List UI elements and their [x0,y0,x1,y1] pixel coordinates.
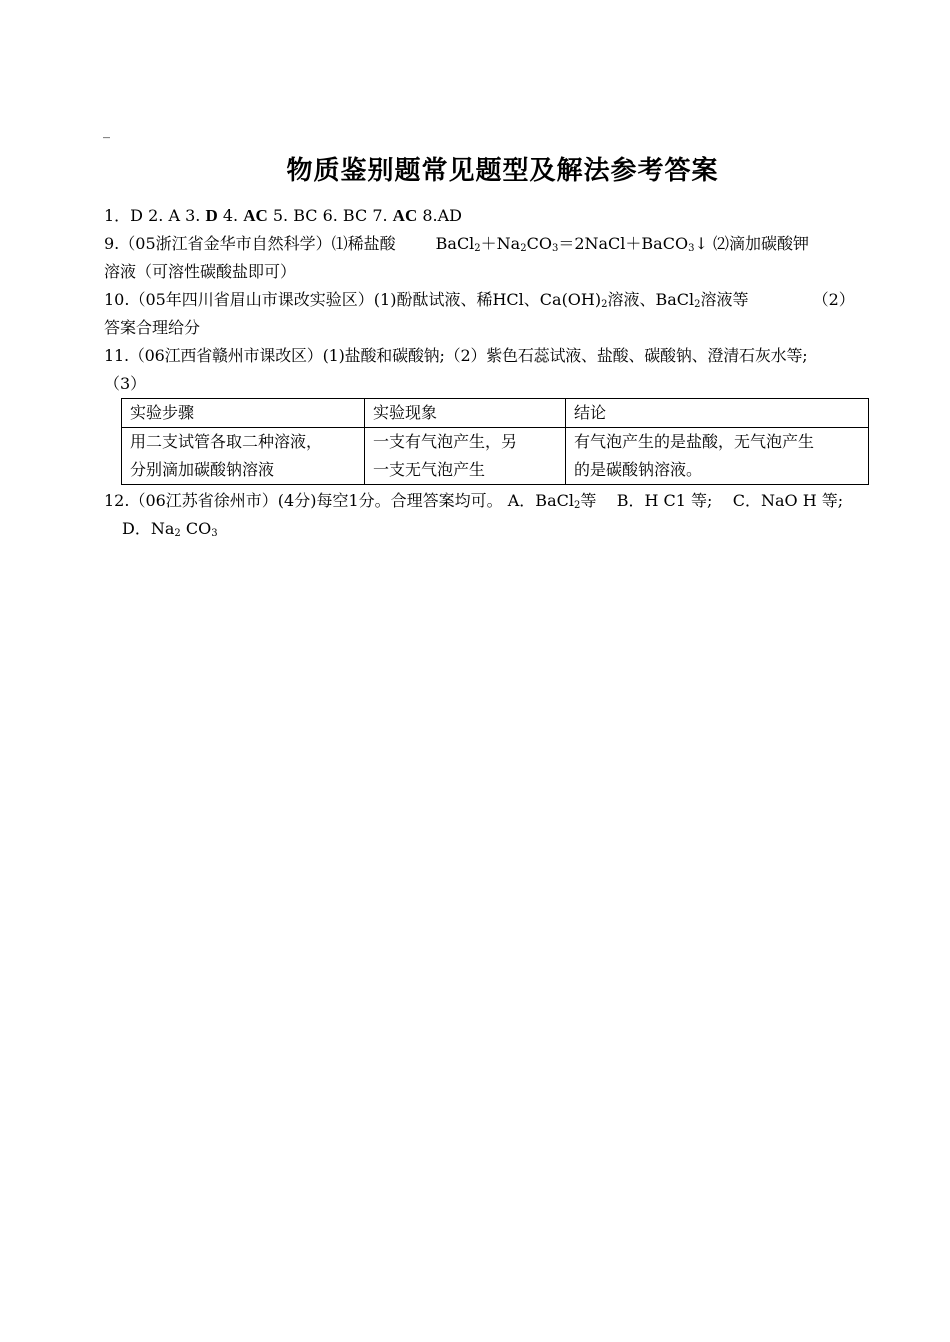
q12-a-end: 等 [580,491,597,510]
eq-subscript: 2 [520,243,527,254]
answer-line-9 [104,230,910,258]
answer-line-12 [104,487,910,515]
q9-tail: ⑵滴加碳酸钾 [712,234,809,253]
cell-line: 有气泡产生的是盐酸，无气泡产生 [574,432,815,451]
q10-tail: （2） [812,290,855,309]
cell-line: 分别滴加碳酸钠溶液 [130,460,275,479]
q10-end: 溶液等 [700,290,749,309]
table-header: 实验现象 [365,399,566,428]
q10-mid: 溶液、BaCl [607,290,695,309]
table-header: 结论 [566,399,869,428]
q12-lead: 12.（06江苏省徐州市）(4分)每空1分。合理答案均可。 [104,491,503,510]
eq-subscript: 3 [688,243,695,254]
table-row [122,428,869,485]
answer-line-11: 11.（06江西省赣州市课改区）(1)盐酸和碳酸钠;（2）紫色石蕊试液、盐酸、碳酸钠、澄清石灰水等; [104,346,808,365]
table-header: 实验步骤 [122,399,365,428]
answer-text: 8.AD [422,206,462,225]
cell-line: 的是碳酸钠溶液。 [574,460,703,479]
eq-part: ＝2NaCl＋BaCO [558,234,689,253]
answer-3: D [205,206,218,225]
answer-text: 4. [222,206,239,225]
q10-lead: 10.（05年四川省眉山市课改实验区）(1)酚酞试液、稀HCl、Ca(OH) [104,290,602,309]
answer-line-9-cont: 溶液（可溶性碳酸盐即可） [104,262,297,281]
q9-equation [436,234,708,253]
answer-text: 5. BC 6. BC 7. [272,206,388,225]
answer-line-12-cont [104,515,910,543]
q10-subscript: 2 [694,299,701,310]
table-cell-conclusion [566,428,869,485]
cell-line: 用二支试管各取二种溶液， [130,432,323,451]
answer-7: AC [392,206,418,225]
table-cell-observation [365,428,566,485]
q12-a: A．BaCl [507,491,574,510]
q12-subscript: 2 [174,528,181,539]
eq-subscript: 2 [474,243,481,254]
eq-part: BaCl [435,234,475,253]
answer-line-10 [104,286,910,314]
eq-subscript: 3 [551,243,559,254]
table-header-row [122,399,869,428]
answer-line-11-cont: （3） [104,374,147,393]
q12-c: C．NaO H 等; [732,491,844,510]
q12-b: B．H C1 等; [616,491,713,510]
q9-lead: 9.（05浙江省金华市自然科学）⑴稀盐酸 [104,234,396,253]
cell-line: 一支有气泡产生，另 [373,432,518,451]
q10-subscript: 2 [601,299,608,310]
answer-line-10-cont: 答案合理给分 [104,318,201,337]
down-arrow-icon: ↓ [694,234,708,253]
q12-subscript: 2 [573,500,581,511]
answer-line-1-8 [104,202,910,230]
page-title: 物质鉴别题常见题型及解法参考答案 [286,156,719,186]
answer-text: 1．D 2. A 3. [104,206,201,225]
table-cell-step [122,428,365,485]
experiment-table [121,398,869,485]
cell-line: 一支无气泡产生 [373,460,486,479]
eq-part: CO [526,234,552,253]
eq-part: ＋Na [480,234,521,253]
answer-body [104,202,910,543]
q12-subscript: 3 [211,528,218,539]
header-mark: _ [103,123,110,139]
q12-d-end: CO [180,519,212,538]
answer-4: AC [243,206,268,225]
q12-d: D．Na [122,519,175,538]
